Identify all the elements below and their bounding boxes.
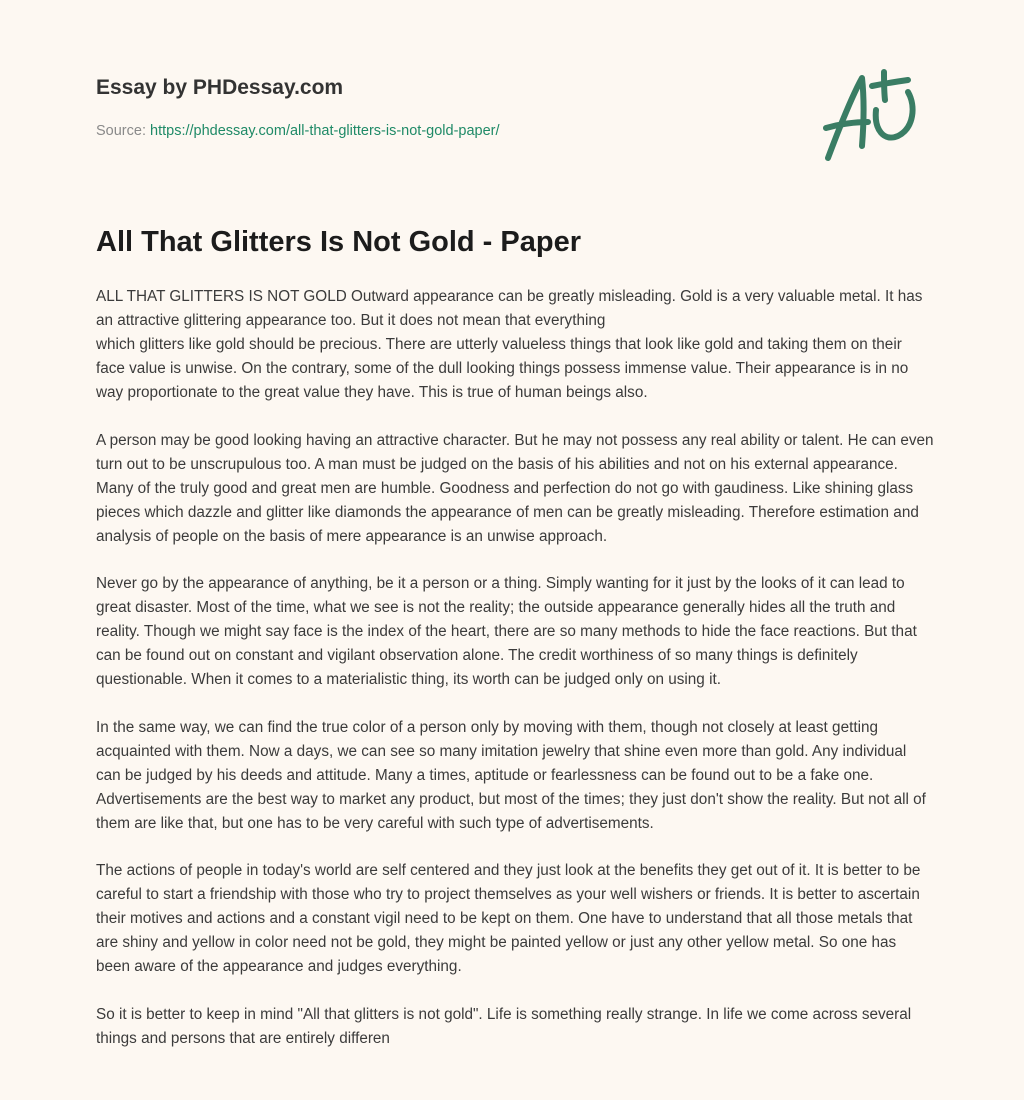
- essay-paragraph: The actions of people in today's world are self centered and they just look at the benefits they get out of it. It is better to be careful to start a friendship with those who try to project themselves as your well wishers or friends. It is better to ascertain their motives and actions and a constant vigil need to be kept on them. One have to understand that all those metals that are shiny and yellow in color need not be gold, they might be painted yellow or just any other yellow metal. So one has been aware of the appearance and judges everything.: [96, 862, 921, 975]
- source-link[interactable]: https://phdessay.com/all-that-glitters-is-not-gold-paper/: [150, 123, 500, 139]
- essay-paragraph: So it is better to keep in mind "All that glitters is not gold". Life is something really strange. In life we come across several things and persons that are entirely differen: [96, 1005, 912, 1047]
- essay-paragraph: A person may be good looking having an attractive character. But he may not possess any real ability or talent. He can even turn out to be unscrupulous too. A man must be judged on the basis of his abilities and not on his external appearance. Many of the truly good and great men are humble. Goodness and perfection do not go with gaudiness. Like shining glass pieces which dazzle and glitter like diamonds the appearance of men can be greatly misleading. Therefore estimation and analysis of people on the basis of mere appearance is an unwise approach.: [96, 431, 934, 545]
- a-plus-logo-icon: [818, 66, 930, 166]
- source-line: [96, 123, 500, 139]
- site-brand: Essay by PHDessay.com: [96, 76, 344, 99]
- essay-paragraph: Never go by the appearance of anything, be it a person or a thing. Simply wanting for it just by the looks of it can lead to great disaster. Most of the time, what we see is not the reality; the outside appearance generally hides all the truth and reality. Though we might say face is the index of the heart, there are so many methods to hide the face reactions. But that can be found out on constant and vigilant observation alone. The credit worthiness of so many things is definitely questionable. When it comes to a materialistic thing, its worth can be judged only on using it.: [96, 575, 917, 688]
- essay-title: All That Glitters Is Not Gold - Paper: [96, 226, 581, 258]
- essay-paragraph: ALL THAT GLITTERS IS NOT GOLD Outward appearance can be greatly misleading. Gold is a very valuable metal. It has an attractive glittering appearance too. But it does not mean that everything which glitters like gold should be precious. There are utterly valueless things that look like gold and taking them on their face value is unwise. On the contrary, some of the dull looking things possess immense value. Their appearance is in no way proportionate to the great value they have. This is true of human beings also.: [96, 288, 923, 401]
- source-label: Source:: [96, 123, 146, 139]
- essay-paragraph: In the same way, we can find the true color of a person only by moving with them, though not closely at least getting acquainted with them. Now a days, we can see so many imitation jewelry that shine even more than gold. Any individual can be judged by his deeds and attitude. Many a times, aptitude or fearlessness can be found out to be a fake one. Advertisements are the best way to market any product, but most of the times; they just don't show the reality. But not all of them are like that, but one has to be very careful with such type of advertisements.: [96, 718, 926, 832]
- essay-body: [96, 285, 934, 1074]
